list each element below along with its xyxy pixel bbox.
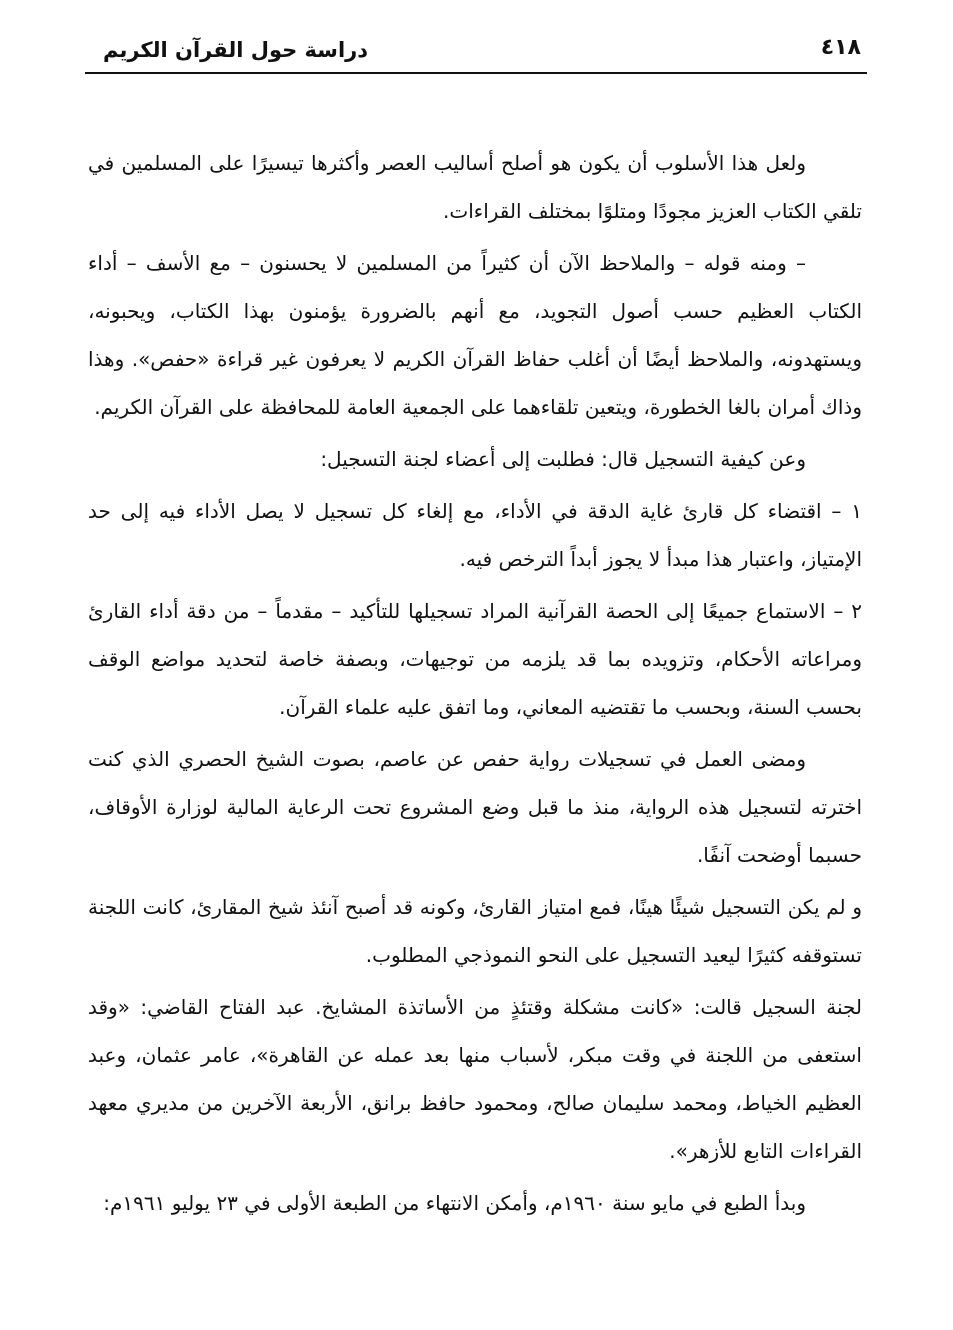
paragraph-hafs-recordings: ومضى العمل في تسجيلات رواية حفص عن عاصم، بصوت الشيخ الحصري الذي كنت اخترته لتسجيل هذه الرواية، منذ ما قبل وضع المشروع تحت الرعاية المالية لوزارة الأوقاف، حسبما أوضحت آنفًا.	[88, 747, 862, 867]
body-text	[88, 139, 862, 1231]
paragraph-quote-observation: – ومنه قوله – والملاحظ الآن أن كثيراً من المسلمين لا يحسنون – مع الأسف – أداء الكتاب العظيم حسب أصول التجويد، مع أنهم بالضرورة يؤمنون بهذا الكتاب، ويحبونه، ويستهدونه، والملاحظ أيضًا أن أغلب حفاظ القرآن الكريم لا يعرفون غير قراءة «حفص». وهذا وذاك أمران بالغا الخطورة، ويتعين تلقاءهما على الجمعية العامة للمحافظة على القرآن الكريم.	[88, 251, 862, 419]
paragraph-printing: وبدأ الطبع في مايو سنة ١٩٦٠م، وأمكن الانتهاء من الطبعة الأولى في ٢٣ يوليو ١٩٦١م:	[103, 1191, 806, 1215]
list-item-1: ١ – اقتضاء كل قارئ غاية الدقة في الأداء، مع إلغاء كل تسجيل لا يصل الأداء فيه إلى حد الإمتياز، واعتبار هذا مبدأ لا يجوز أبداً الترخص فيه.	[88, 499, 862, 571]
running-title: دراسة حول القرآن الكريم	[103, 38, 369, 62]
paragraph-method-note: ولعل هذا الأسلوب أن يكون هو أصلح أساليب العصر وأكثرها تيسيرًا على المسلمين في تلقي الكتاب العزيز مجودًا ومتلوًا بمختلف القراءات.	[88, 151, 862, 223]
paragraph-recording-method: وعن كيفية التسجيل قال: فطلبت إلى أعضاء لجنة التسجيل:	[320, 447, 806, 471]
list-item-2: ٢ – الاستماع جميعًا إلى الحصة القرآنية المراد تسجيلها للتأكيد – مقدماً – من دقة أداء القارئ ومراعاته الأحكام، وتزويده بما قد يلزمه من توجيهات، وبصفة خاصة لتحديد مواضع الوقف بحسب السنة، وبحسب ما تقتضيه المعاني، وما اتفق عليه علماء القرآن.	[88, 599, 862, 719]
running-header	[85, 28, 867, 74]
header-divider	[85, 72, 867, 74]
paragraph-recording-difficulty: و لم يكن التسجيل شيئًا هينًا، فمع امتياز القارئ، وكونه قد أصبح آنئذ شيخ المقارئ، كانت اللجنة تستوقفه كثيرًا ليعيد التسجيل على النحو النموذجي المطلوب.	[88, 895, 862, 967]
page-number: ٤١٨	[820, 35, 861, 60]
paragraph-committee: لجنة السجيل قالت: «كانت مشكلة وقتئذٍ من الأساتذة المشايخ. عبد الفتاح القاضي: «وقد استعفى من اللجنة في وقت مبكر، لأسباب منها بعد عمله عن القاهرة»، عامر عثمان، وعبد العظيم الخياط، ومحمد سليمان صالح، ومحمود حافظ برانق، الأربعة الآخرين من مديري معهد القراءات التابع للأزهر».	[88, 995, 862, 1163]
